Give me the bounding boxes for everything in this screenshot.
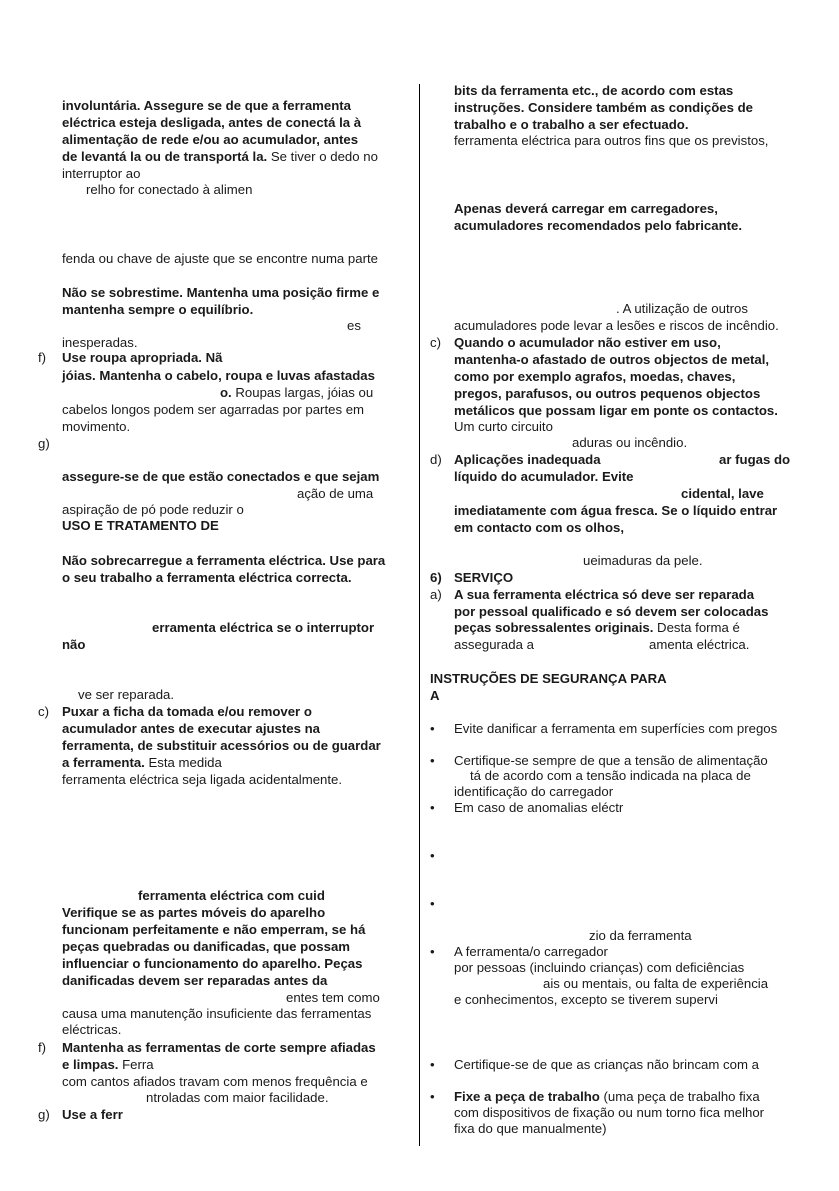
- left-text-line: [220, 385, 373, 402]
- bold-span: de levantá la ou de transportá la.: [62, 149, 268, 164]
- right-text-line: tá de acordo com a tensão indicada na placa de: [470, 768, 751, 783]
- left-text-line: interruptor ao: [62, 166, 141, 181]
- left-text-line: relho for conectado à alimen: [86, 182, 253, 197]
- bold-span: peças sobressalentes originais.: [454, 620, 654, 635]
- left-text-line: Não sobrecarregue a ferramenta eléctrica. Use para: [62, 553, 386, 568]
- right-text-line: trabalho e o trabalho a ser efectuado.: [454, 117, 689, 132]
- right-text-line: instruções. Considere também as condições de: [454, 100, 754, 115]
- normal-span: Se tiver o dedo no: [267, 149, 378, 164]
- right-text-line: . A utilização de outros: [616, 301, 748, 316]
- right-text-line: Em caso de anomalias eléctr: [454, 800, 624, 815]
- left-text-line: entes tem como: [286, 990, 380, 1005]
- right-text-line: A sua ferramenta eléctrica só deve ser reparada: [454, 587, 755, 602]
- right-text-line: por pessoas (incluindo crianças) com deficiências: [454, 960, 745, 975]
- left-text-line: Use a ferr: [62, 1107, 123, 1122]
- right-text-line: Um curto circuito: [454, 419, 553, 434]
- right-text-line: e conhecimentos, excepto se tiverem supervi: [454, 992, 718, 1007]
- left-text-line: eléctricas.: [62, 1022, 122, 1037]
- right-text-line: Evite danificar a ferramenta em superfícies com pregos: [454, 721, 778, 736]
- left-text-line: inesperadas.: [62, 335, 138, 350]
- bullet: •: [430, 800, 435, 815]
- right-text-line: em contacto com os olhos,: [454, 520, 625, 535]
- section-heading: INSTRUÇÕES DE SEGURANÇA PARA: [430, 671, 667, 686]
- bullet: •: [430, 944, 435, 959]
- left-text-line: Verifique se as partes móveis do aparelho: [62, 905, 326, 920]
- right-text-line: fixa do que manualmente): [454, 1121, 607, 1136]
- normal-span: Esta medida: [144, 755, 222, 770]
- left-text-line: ve ser reparada.: [78, 687, 175, 702]
- left-text-line: es: [347, 318, 361, 333]
- bullet: •: [430, 721, 435, 736]
- bold-span: Fixe a peça de trabalho: [454, 1089, 600, 1104]
- right-text-line: identificação do carregador: [454, 784, 614, 799]
- section-heading: A: [430, 688, 440, 703]
- list-marker: g): [38, 1107, 50, 1122]
- left-text-line: [62, 149, 378, 166]
- section-heading: USO E TRATAMENTO DE: [62, 518, 219, 533]
- left-text-line: movimento.: [62, 419, 131, 434]
- right-text-line: A ferramenta/o carregador: [454, 944, 608, 959]
- bullet: •: [430, 1057, 435, 1072]
- bullet: •: [430, 896, 435, 911]
- bullet: •: [430, 753, 435, 768]
- right-text-line: [454, 620, 740, 637]
- right-text-line: assegurada a: [454, 637, 534, 652]
- left-text-line: assegure-se de que estão conectados e que sejam: [62, 469, 380, 484]
- left-text-line: com cantos afiados travam com menos frequência e: [62, 1074, 368, 1089]
- right-text-line: acumuladores pode levar a lesões e riscos de incêndio.: [454, 318, 779, 333]
- left-text-line: ferramenta, de substituir acessórios ou de guardar: [62, 738, 381, 753]
- left-text-line: aspiração de pó pode reduzir o: [62, 502, 244, 517]
- right-text-line: ferramenta eléctrica para outros fins que os previstos,: [454, 133, 769, 148]
- normal-span: (uma peça de trabalho fixa: [599, 1089, 760, 1104]
- right-text-line: [454, 1089, 760, 1106]
- left-text-line: fenda ou chave de ajuste que se encontre numa parte: [62, 251, 378, 266]
- right-text-line: cidental, lave: [681, 486, 764, 501]
- right-text-line: Apenas deverá carregar em carregadores,: [454, 201, 718, 216]
- right-text-line: com dispositivos de fixação ou num torno fica melhor: [454, 1105, 765, 1120]
- left-text-line: ferramenta eléctrica seja ligada acidentalmente.: [62, 772, 343, 787]
- left-text-line: influenciar o funcionamento do aparelho. Peças: [62, 956, 363, 971]
- left-text-line: ação de uma: [297, 486, 374, 501]
- right-text-line: ais ou mentais, ou falta de experiência: [543, 976, 769, 991]
- list-marker: d): [430, 452, 442, 467]
- right-text-line: Certifique-se de que as crianças não brincam com a: [454, 1057, 759, 1072]
- normal-span: Roupas largas, jóias ou: [231, 385, 374, 400]
- left-text-line: o seu trabalho a ferramenta eléctrica correcta.: [62, 570, 352, 585]
- left-text-line: ferramenta eléctrica com cuid: [138, 888, 325, 903]
- right-text-line: metálicos que possam ligar em ponte os contactos.: [454, 403, 778, 418]
- normal-span: Desta forma é: [653, 620, 740, 635]
- right-text-line: ueimaduras da pele.: [583, 553, 703, 568]
- list-marker: c): [38, 704, 49, 719]
- list-marker: g): [38, 436, 50, 451]
- left-text-line: ntroladas com maior facilidade.: [146, 1090, 329, 1105]
- left-text-line: involuntária. Assegure se de que a ferramenta: [62, 98, 352, 113]
- left-text-line: peças quebradas ou danificadas, que possam: [62, 939, 351, 954]
- left-text-line: acumulador antes de executar ajustes na: [62, 721, 320, 736]
- list-marker: f): [38, 1040, 47, 1055]
- left-text-line: [62, 755, 222, 772]
- left-text-line: danificadas devem ser reparadas antes da: [62, 973, 328, 988]
- right-text-line: bits da ferramenta etc., de acordo com estas: [454, 83, 734, 98]
- left-text-line: mantenha sempre o equilíbrio.: [62, 302, 254, 317]
- right-text-line: pregos, parafusos, ou outros pequenos objectos: [454, 386, 761, 401]
- section-heading: SERVIÇO: [454, 570, 514, 585]
- left-text-line: [62, 1057, 154, 1074]
- left-text-line: alimentação de rede e/ou ao acumulador, antes: [62, 132, 359, 147]
- normal-span: Ferra: [118, 1057, 154, 1072]
- right-text-line: como por exemplo agrafos, moedas, chaves,: [454, 369, 736, 384]
- bullet: •: [430, 1089, 435, 1104]
- list-marker: f): [38, 350, 47, 365]
- right-text-line: Quando o acumulador não estiver em uso,: [454, 335, 721, 350]
- bold-span: a ferramenta.: [62, 755, 145, 770]
- bullet: •: [430, 848, 435, 863]
- list-marker: c): [430, 335, 441, 350]
- left-text-line: jóias. Mantenha o cabelo, roupa e luvas afastadas: [62, 368, 375, 383]
- left-text-line: causa uma manutenção insuficiente das ferramentas: [62, 1006, 372, 1021]
- right-text-line: acumuladores recomendados pelo fabricante.: [454, 218, 743, 233]
- right-text-line: Aplicações inadequada: [454, 452, 601, 467]
- right-text-line: amenta eléctrica.: [649, 637, 750, 652]
- right-text-line: imediatamente com água fresca. Se o líquido entrar: [454, 503, 778, 518]
- left-text-line: Não se sobrestime. Mantenha uma posição firme e: [62, 285, 380, 300]
- column-divider: [419, 84, 420, 1146]
- left-text-line: Puxar a ficha da tomada e/ou remover o: [62, 704, 312, 719]
- right-text-line: mantenha-o afastado de outros objectos de metal,: [454, 352, 770, 367]
- left-text-line: cabelos longos podem ser agarradas por partes em: [62, 402, 365, 417]
- bold-span: o.: [220, 385, 232, 400]
- right-text-line: aduras ou incêndio.: [572, 435, 688, 450]
- left-text-line: eléctrica esteja desligada, antes de conectá la à: [62, 115, 362, 130]
- right-text-line: por pessoal qualificado e só devem ser colocadas: [454, 604, 769, 619]
- left-text-line: não: [62, 637, 86, 652]
- right-text-line: Certifique-se sempre de que a tensão de alimentação: [454, 753, 768, 768]
- bold-span: e limpas.: [62, 1057, 119, 1072]
- section-number: 6): [430, 570, 442, 585]
- right-text-line: ar fugas do: [719, 452, 791, 467]
- right-text-line: líquido do acumulador. Evite: [454, 469, 634, 484]
- left-text-line: erramenta eléctrica se o interruptor: [152, 620, 375, 635]
- left-text-line: Use roupa apropriada. Nã: [62, 350, 223, 365]
- left-text-line: Mantenha as ferramentas de corte sempre afiadas: [62, 1040, 376, 1055]
- right-text-line: zio da ferramenta: [589, 928, 692, 943]
- list-marker: a): [430, 587, 442, 602]
- left-text-line: funcionam perfeitamente e não emperram, se há: [62, 922, 366, 937]
